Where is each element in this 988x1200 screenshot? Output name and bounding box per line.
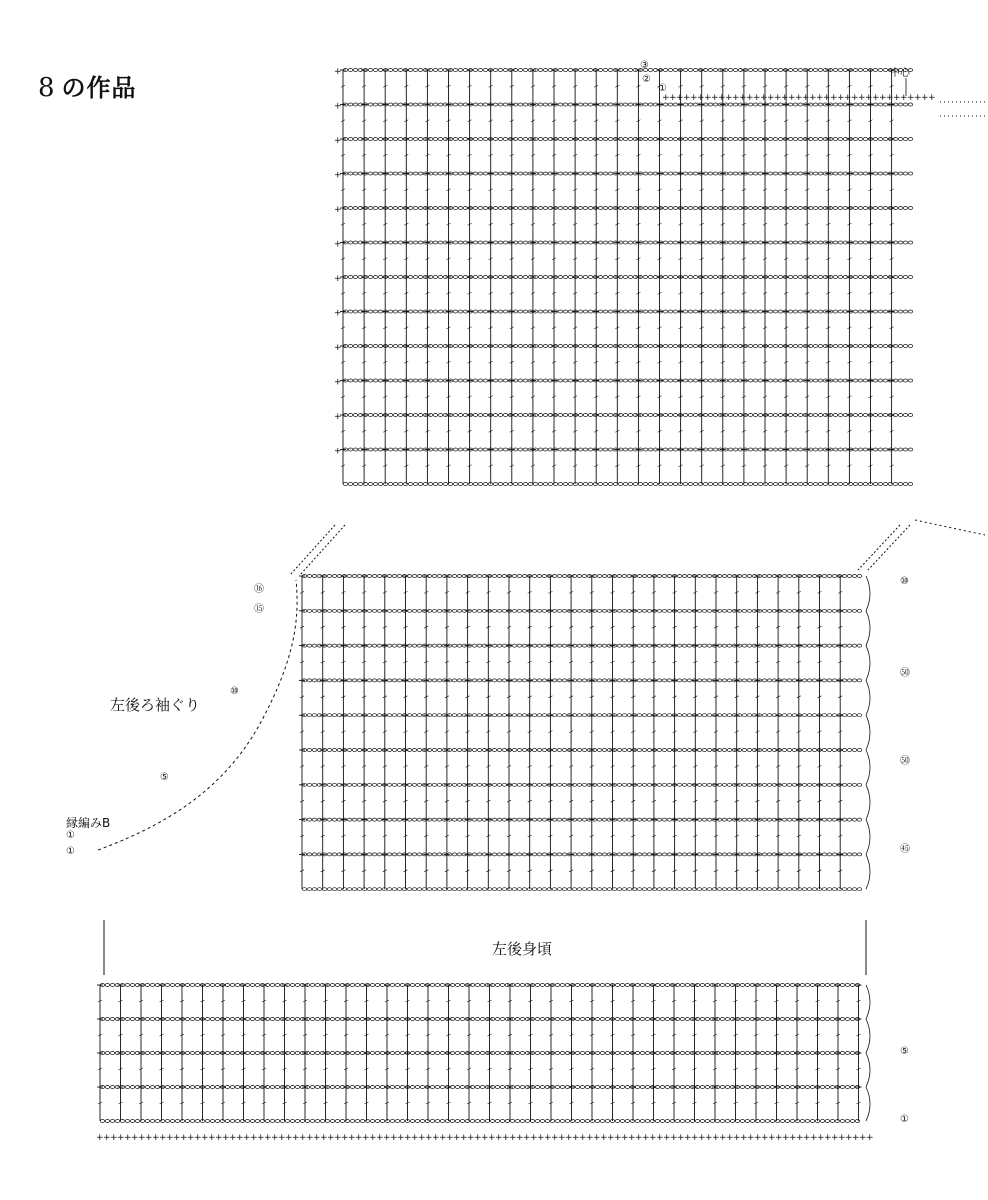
svg-text:+: + xyxy=(334,308,342,319)
svg-text:+: + xyxy=(334,239,342,250)
svg-text:+: + xyxy=(334,446,342,457)
body-lower-chart-grid xyxy=(97,984,870,1123)
svg-text:+: + xyxy=(334,205,342,215)
right-marker-55: ㊿ xyxy=(900,668,910,679)
svg-text:+: + xyxy=(334,377,342,388)
edging-marker-1b: ① xyxy=(66,846,75,857)
svg-text:+: + xyxy=(334,67,342,77)
svg-text:+: + xyxy=(334,136,342,146)
right-marker-45: ㊺ xyxy=(900,844,910,855)
center-label: 中心 xyxy=(890,68,910,79)
body-label: 左後身頃 xyxy=(492,940,553,958)
right-marker-10: ⑩ xyxy=(900,576,909,587)
page-title xyxy=(38,68,137,103)
right-marker-5: ⑤ xyxy=(900,1046,909,1057)
yoke-chart-grid xyxy=(334,67,913,486)
left-marker-10: ⑩ xyxy=(230,686,239,697)
svg-text:+: + xyxy=(334,274,342,284)
top-marker-3: ③ xyxy=(640,60,649,71)
top-marker-1: ① xyxy=(658,83,667,94)
left-marker-16: ⑯ xyxy=(254,584,264,595)
svg-text:+: + xyxy=(334,343,342,353)
body-upper-chart-grid xyxy=(299,575,870,891)
edging-label: 縁編みB xyxy=(66,816,111,830)
right-marker-1: ① xyxy=(900,1114,909,1125)
edging-marker-1a: ① xyxy=(66,830,75,841)
top-marker-2: ② xyxy=(642,74,651,85)
armhole-label: 左後ろ袖ぐり xyxy=(110,696,201,714)
title-number: 8 xyxy=(38,73,56,103)
svg-text:+: + xyxy=(334,170,342,181)
left-marker-5: ⑤ xyxy=(160,772,169,783)
title-text: の作品 xyxy=(61,74,137,102)
right-marker-50: ㊿ xyxy=(900,756,910,767)
left-marker-15: ⑮ xyxy=(254,604,264,615)
svg-text:+: + xyxy=(334,101,342,112)
svg-text:+: + xyxy=(334,412,342,422)
